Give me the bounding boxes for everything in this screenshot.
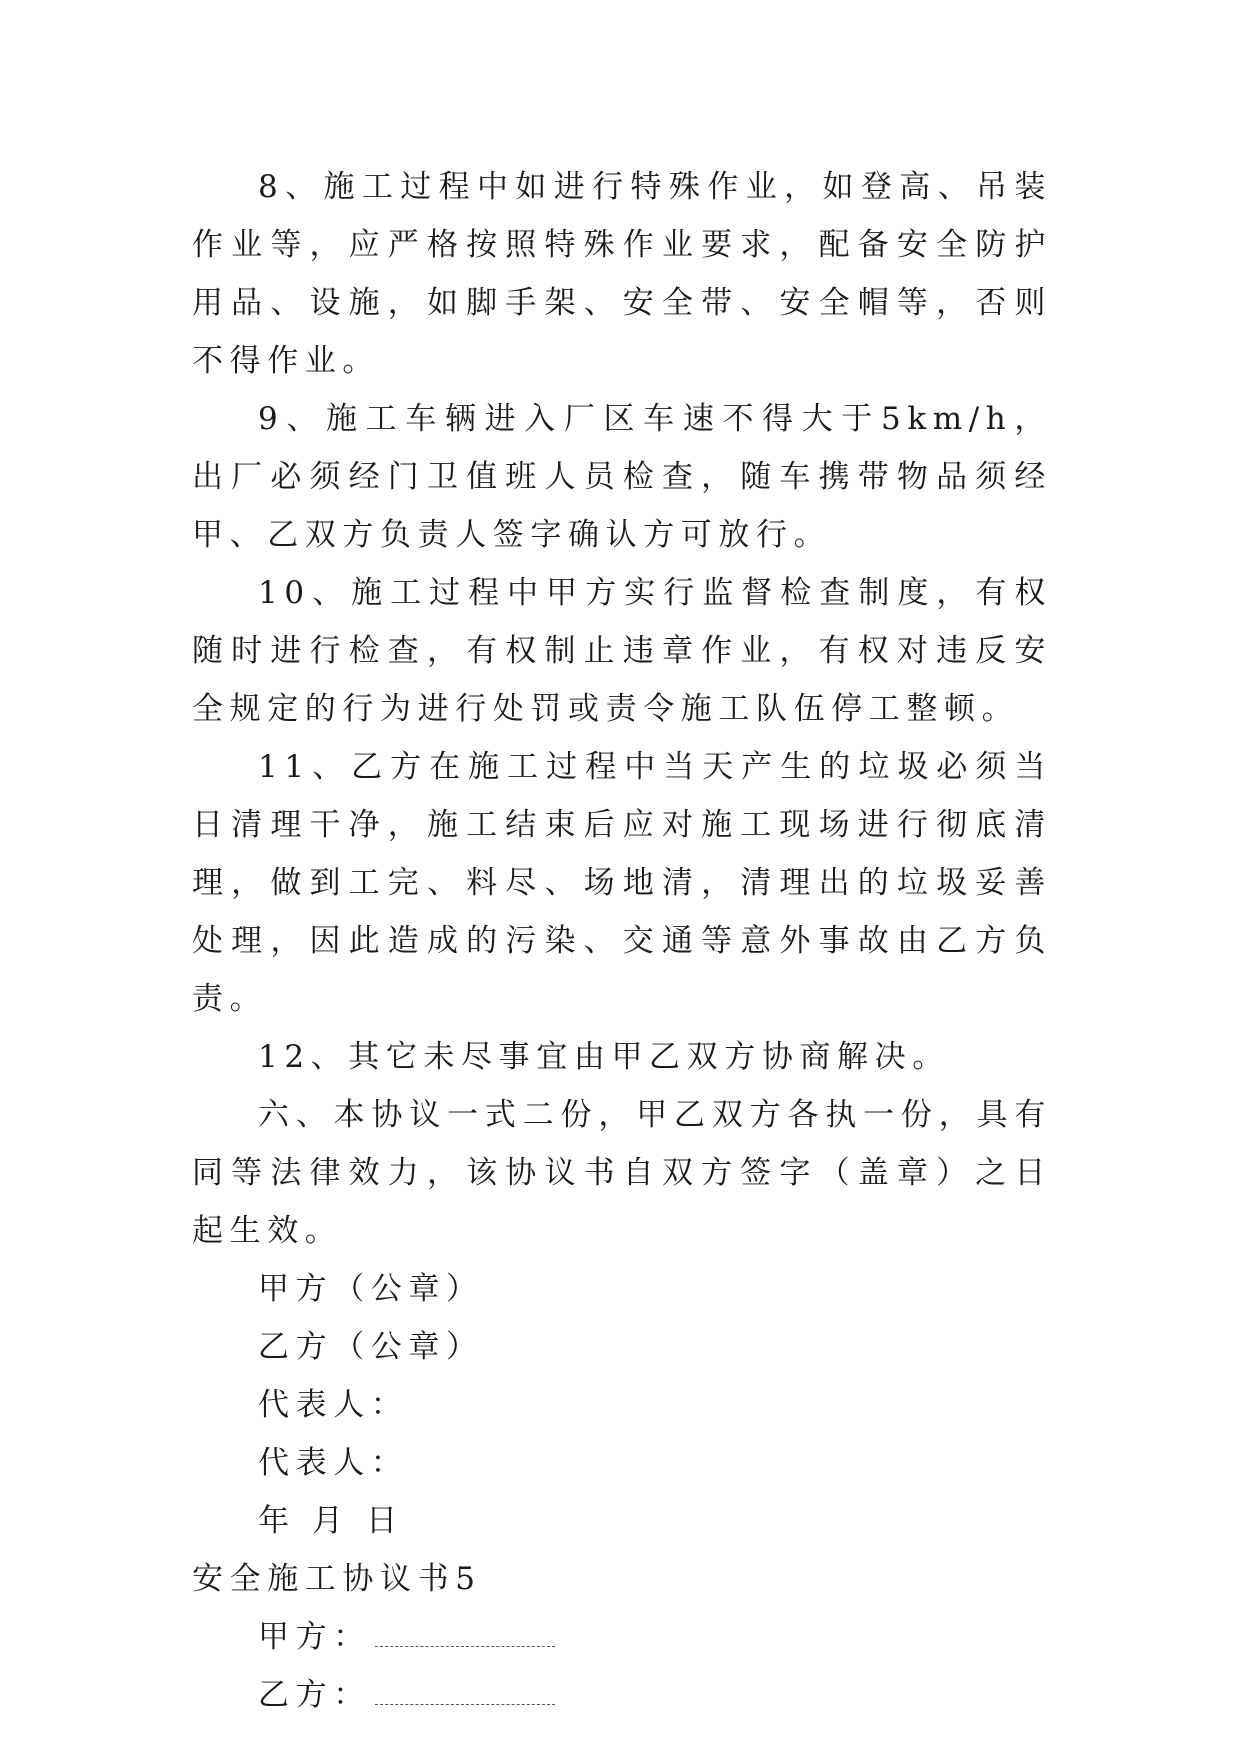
party-a-label: 甲方： bbox=[258, 1619, 371, 1655]
party-b-blank bbox=[375, 1676, 555, 1705]
date-line: 年 月 日 bbox=[258, 1503, 404, 1539]
party-a-blank bbox=[375, 1618, 555, 1647]
document-body bbox=[192, 158, 1052, 1724]
party-b-label: 乙方： bbox=[258, 1677, 371, 1713]
clause-11: 11、乙方在施工过程中当天产生的垃圾必须当日清理干净，施工结束后应对施工现场进行彻底清理，做到工完、料尽、场地清，清理出的垃圾妥善处理，因此造成的污染、交通等意外事故由乙方负责。 bbox=[192, 749, 1052, 1017]
representative-line: 代表人： bbox=[258, 1387, 409, 1423]
clause-12: 12、其它未尽事宜由甲乙双方协商解决。 bbox=[258, 1039, 950, 1075]
clause-10: 10、施工过程中甲方实行监督检查制度，有权随时进行检查，有权制止违章作业，有权对违反安全规定的行为进行处罚或责令施工队伍停工整顿。 bbox=[192, 575, 1052, 727]
party-b-field bbox=[192, 1666, 1052, 1724]
party-a-field bbox=[192, 1608, 1052, 1666]
next-document-title: 安全施工协议书5 bbox=[192, 1561, 482, 1597]
party-b-seal: 乙方（公章） bbox=[258, 1329, 484, 1365]
section-six: 六、本协议一式二份，甲乙双方各执一份，具有同等法律效力，该协议书自双方签字（盖章）之日起生效。 bbox=[192, 1097, 1052, 1249]
clause-8: 8、施工过程中如进行特殊作业，如登高、吊装作业等，应严格按照特殊作业要求，配备安全防护用品、设施，如脚手架、安全带、安全帽等，否则不得作业。 bbox=[192, 169, 1052, 379]
clause-9: 9、施工车辆进入厂区车速不得大于5km/h，出厂必须经门卫值班人员检查，随车携带物品须经甲、乙双方负责人签字确认方可放行。 bbox=[192, 401, 1052, 553]
party-a-seal: 甲方（公章） bbox=[258, 1271, 484, 1307]
representative-line: 代表人： bbox=[258, 1445, 409, 1481]
